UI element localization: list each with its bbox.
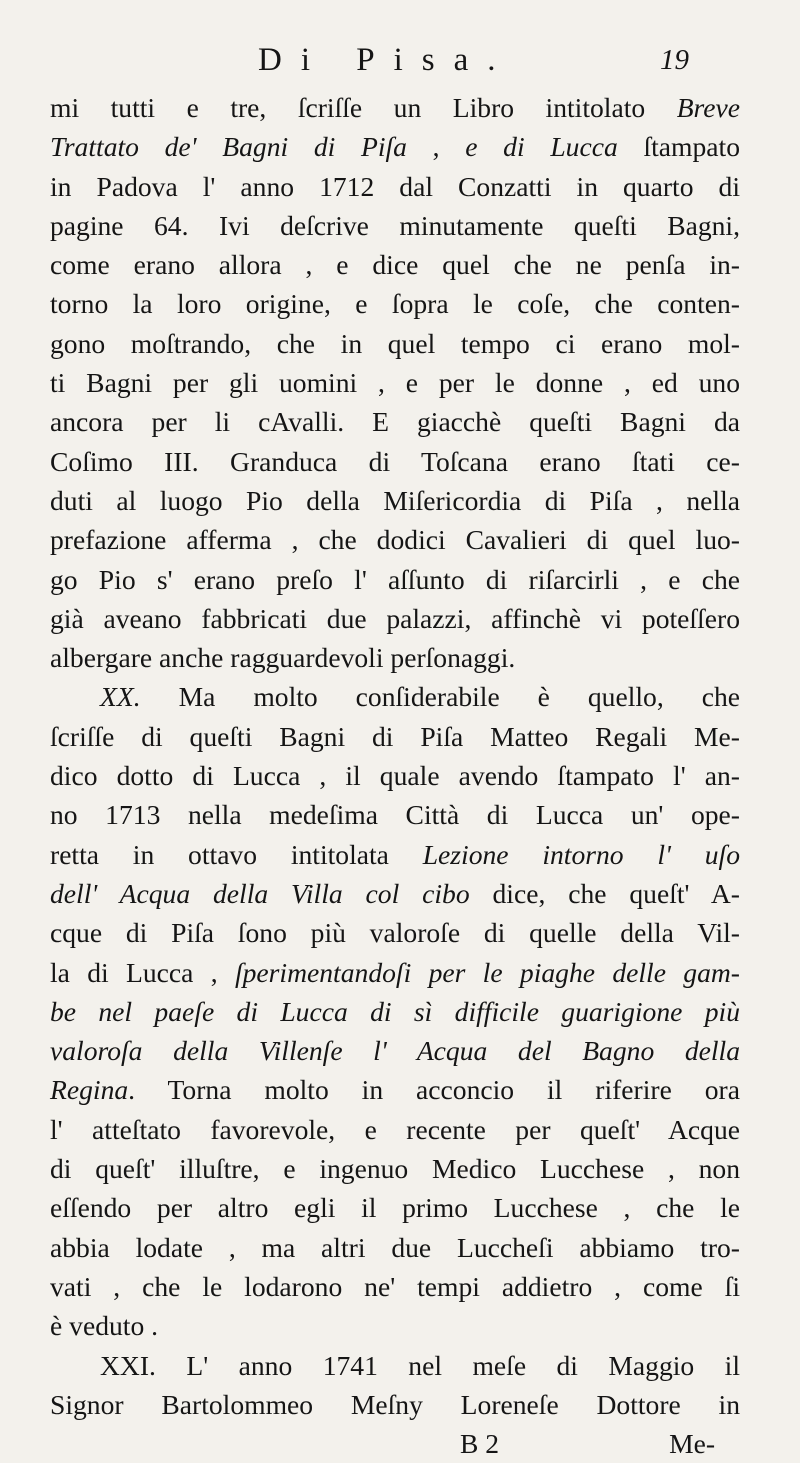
text-run: Signor Bartolommeo Meſny Loreneſe Dottore in [50, 1388, 740, 1420]
text-run: di queſt' illuſtre, e ingenuo Medico Lucchese , non [50, 1153, 740, 1185]
text-run: ſcriſſe di queſti Bagni di Piſa Matteo Regali Me- [50, 720, 740, 752]
footer-line [50, 1424, 740, 1463]
text-run: ſtampato [617, 131, 740, 163]
text-line [50, 677, 740, 716]
text-line [50, 1149, 740, 1188]
text-run: torno la loro origine, e ſopra le coſe, che conten- [50, 288, 740, 320]
text-run: gono moſtrando, che in quel tempo ci erano mol- [50, 327, 740, 359]
catchword: Me- [669, 1428, 716, 1460]
text-line [50, 363, 740, 402]
signature-mark: B 2 [460, 1428, 500, 1460]
text-line [50, 442, 740, 481]
text-line [50, 324, 740, 363]
text-run: be nel paeſe di Lucca di sì difficile guarigione più [50, 995, 740, 1027]
text-run: , [406, 131, 466, 163]
text-run: retta in ottavo intitolata [50, 838, 423, 870]
text-run: XXI. L' anno 1741 nel meſe di Maggio il [100, 1349, 740, 1381]
text-run: abbia lodate , ma altri due Luccheſi abbiamo tro- [50, 1231, 740, 1263]
text-run: Breve [676, 92, 740, 123]
text-line [50, 560, 740, 599]
text-run: . Torna molto in acconcio il riferire ora [128, 1074, 740, 1106]
text-run: e di Lucca [465, 131, 618, 163]
running-title: Di Pisa. [258, 42, 515, 78]
text-run: mi tutti e tre, ſcriſſe un Libro intitolato [50, 92, 677, 123]
text-line [50, 284, 740, 323]
text-run: come erano allora , e dice quel che ne penſa in- [50, 249, 740, 281]
text-run: XX. [100, 681, 141, 713]
text-run: vati , che le lodarono ne' tempi addietro , come ſi [50, 1270, 740, 1302]
text-run: Ma molto conſiderabile è quello, che [140, 681, 740, 713]
text-run: pagine 64. Ivi deſcrive minutamente queſti Bagni, [50, 209, 740, 241]
text-line [50, 1306, 740, 1345]
text-run: ancora per li cAvalli. E giacchè queſti Bagni da [50, 406, 740, 438]
text-line [50, 520, 740, 559]
text-run: valoroſa della Villenſe l' Acqua del Bagno della [50, 1035, 740, 1067]
text-run: dell' Acqua della Villa col cibo [50, 877, 470, 909]
text-run: Lezione intorno l' uſo [422, 838, 740, 870]
text-run: già aveano fabbricati due palazzi, affinchè vi poteſſero [50, 602, 740, 634]
text-line [50, 167, 740, 206]
text-run: prefazione afferma , che dodici Cavalieri di quel luo- [50, 524, 740, 556]
text-line [50, 953, 740, 992]
text-line [50, 795, 740, 834]
text-run: la di Lucca , [50, 956, 235, 988]
text-line [50, 717, 740, 756]
text-line [50, 127, 740, 166]
running-head [0, 40, 800, 80]
page-number: 19 [660, 44, 689, 76]
text-run: go Pio s' erano preſo l' aſſunto di riſarcirli , e che [50, 563, 740, 595]
text-run: ſperimentandoſi per le piaghe delle gam- [234, 956, 740, 988]
text-line [50, 992, 740, 1031]
text-line [50, 1070, 740, 1109]
text-line [50, 599, 740, 638]
text-run: no 1713 nella medeſima Città di Lucca un' ope- [50, 799, 740, 831]
text-line [50, 913, 740, 952]
text-line [50, 874, 740, 913]
text-line [50, 1188, 740, 1227]
text-line [50, 1228, 740, 1267]
text-run: l' atteſtato favorevole, e recente per queſt' Acque [50, 1113, 740, 1145]
text-line [50, 1267, 740, 1306]
text-run: Regina [50, 1074, 129, 1106]
text-run: è veduto . [50, 1310, 159, 1342]
body-text [50, 88, 740, 1463]
text-line [50, 402, 740, 441]
text-line [50, 756, 740, 795]
text-line [50, 206, 740, 245]
text-line [50, 1346, 740, 1385]
text-line [50, 1031, 740, 1070]
text-line [50, 1385, 740, 1424]
text-run: dico dotto di Lucca , il quale avendo ſtampato l' an- [50, 760, 740, 792]
text-run: Trattato de' Bagni di Piſa [50, 131, 407, 163]
text-line [50, 1110, 740, 1149]
text-run: duti al luogo Pio della Miſericordia di Piſa , nella [50, 484, 740, 516]
text-run: Coſimo III. Granduca di Toſcana erano ſtati ce- [50, 445, 740, 477]
text-run: in Padova l' anno 1712 dal Conzatti in quarto di [50, 170, 740, 202]
text-line [50, 835, 740, 874]
text-line [50, 88, 740, 127]
text-line [50, 245, 740, 284]
text-run: cque di Piſa ſono più valoroſe di quelle della Vil- [50, 917, 740, 949]
text-run: eſſendo per altro egli il primo Lucchese , che le [50, 1192, 740, 1224]
text-run: dice, che queſt' A- [469, 877, 740, 909]
text-line [50, 481, 740, 520]
text-run: albergare anche ragguardevoli perſonaggi. [50, 642, 516, 674]
text-line [50, 638, 740, 677]
text-run: ti Bagni per gli uomini , e per le donne , ed uno [50, 367, 740, 399]
